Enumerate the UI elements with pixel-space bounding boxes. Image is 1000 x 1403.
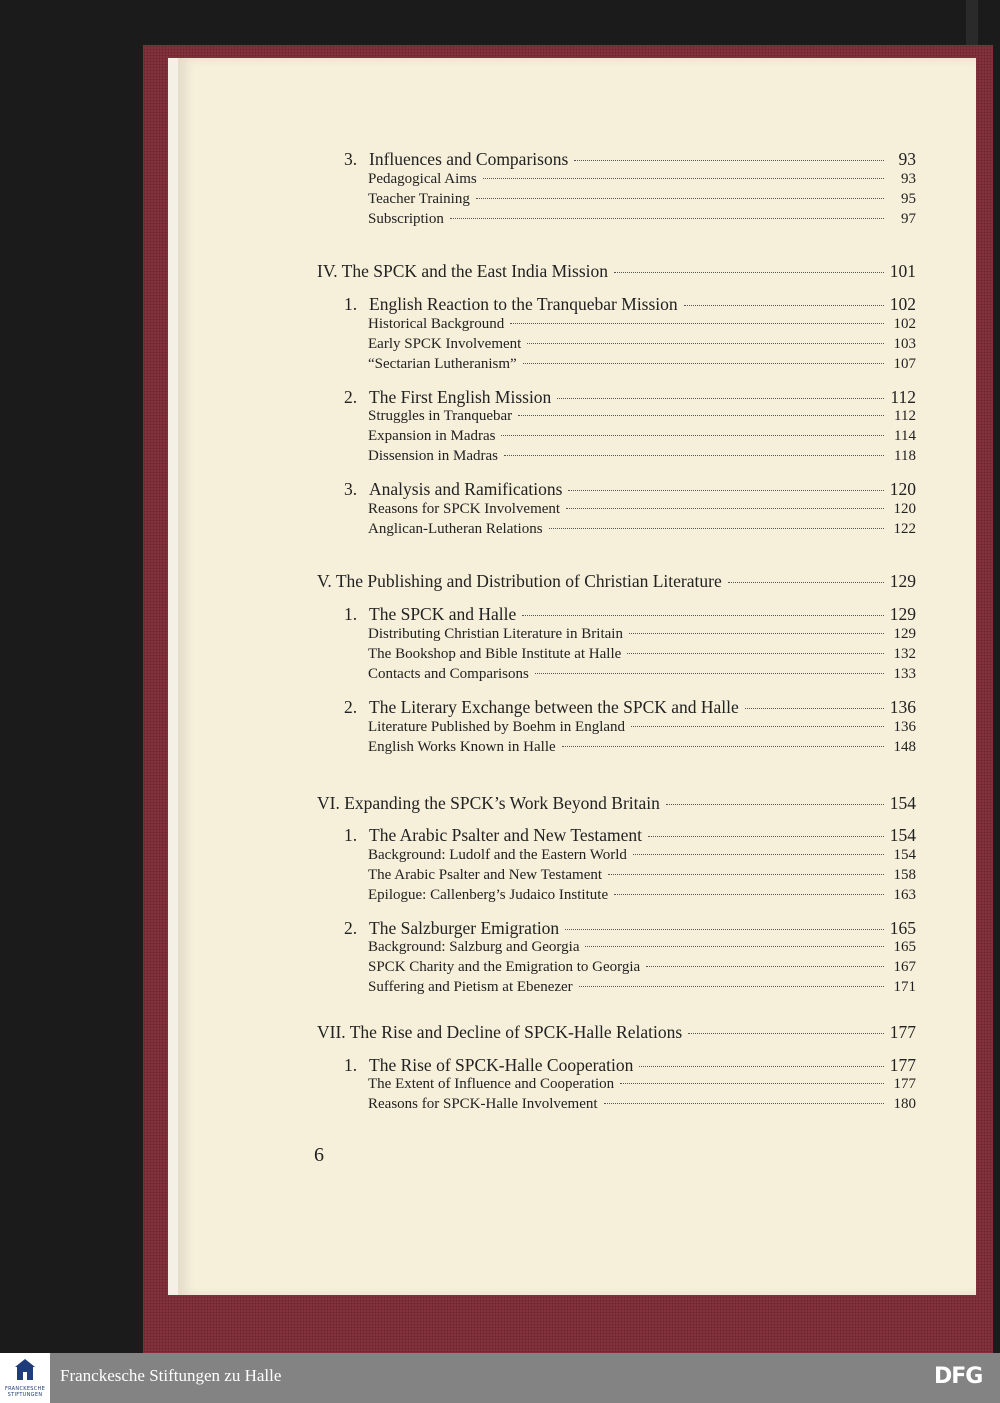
dot-leader xyxy=(646,966,884,967)
toc-sub-entry xyxy=(368,171,916,188)
toc-entry-page: 158 xyxy=(893,867,916,883)
toc-sub-entry xyxy=(368,356,916,373)
toc-entry-title: Subscription xyxy=(368,211,444,227)
dot-leader xyxy=(620,1083,884,1084)
toc-entry-title: Dissension in Madras xyxy=(368,448,498,464)
toc-entry-title: Reasons for SPCK-Halle Involvement xyxy=(368,1096,598,1112)
dot-leader xyxy=(614,272,884,273)
dot-leader xyxy=(483,178,884,179)
dot-leader xyxy=(549,528,884,529)
toc-entry-page: 120 xyxy=(889,479,916,499)
dot-leader xyxy=(629,633,884,634)
toc-entry-page: 154 xyxy=(893,847,916,863)
toc-sub-entry xyxy=(368,666,916,683)
dot-leader xyxy=(745,708,884,709)
toc-entry-page: 129 xyxy=(893,626,916,642)
toc-sub-entry xyxy=(368,501,916,518)
dot-leader xyxy=(566,508,884,509)
dot-leader xyxy=(568,490,883,491)
toc-entry-title: VII. The Rise and Decline of SPCK-Halle Relations xyxy=(317,1022,683,1042)
dot-leader xyxy=(527,343,884,344)
toc-entry-title: “Sectarian Lutheranism” xyxy=(368,356,517,372)
dot-leader xyxy=(579,986,884,987)
dot-leader xyxy=(476,198,884,199)
toc-sub-entry xyxy=(368,887,916,904)
toc-entry-title: Contacts and Comparisons xyxy=(368,666,529,682)
toc-entry-page: 167 xyxy=(893,959,916,975)
toc-entry-title: Suffering and Pietism at Ebenezer xyxy=(368,979,573,995)
toc-entry-title: IV. The SPCK and the East India Mission xyxy=(317,261,609,281)
book-page xyxy=(178,58,976,1295)
toc-entry-page: 129 xyxy=(889,604,916,624)
toc-section-entry xyxy=(344,918,916,939)
toc-entry-page: 122 xyxy=(893,521,916,537)
toc-entry-page: 112 xyxy=(890,387,916,407)
toc-entry-page: 93 xyxy=(901,171,916,187)
dot-leader xyxy=(522,615,883,616)
toc-sub-entry xyxy=(368,521,916,538)
toc-entry-number: 2. xyxy=(344,387,358,407)
toc-entry-number: 3. xyxy=(344,149,358,169)
toc-entry-title: V. The Publishing and Distribution of Christian Literature xyxy=(317,571,722,591)
dot-leader xyxy=(666,804,884,805)
toc-sub-entry xyxy=(368,1076,916,1093)
dot-leader xyxy=(574,160,884,161)
dot-leader xyxy=(510,323,884,324)
toc-entry-page: 177 xyxy=(893,1076,916,1092)
toc-entry-page: 114 xyxy=(894,428,916,444)
toc-entry-page: 97 xyxy=(901,211,916,227)
toc-sub-entry xyxy=(368,316,916,333)
toc-entry-page: 93 xyxy=(898,149,916,169)
toc-sub-entry xyxy=(368,939,916,956)
toc-entry-number: 1. xyxy=(344,294,358,314)
toc-entry-title: Reasons for SPCK Involvement xyxy=(368,501,561,517)
dot-leader xyxy=(684,305,884,306)
dot-leader xyxy=(648,836,884,837)
toc-entry-title: Background: Salzburg and Georgia xyxy=(368,939,580,955)
toc-entry-page: 102 xyxy=(889,294,916,314)
toc-section-entry xyxy=(344,294,916,315)
toc-entry-page: 120 xyxy=(893,501,916,517)
dot-leader xyxy=(518,415,884,416)
toc-chapter-entry xyxy=(317,571,916,592)
toc-entry-title: Pedagogical Aims xyxy=(368,171,477,187)
toc-sub-entry xyxy=(368,867,916,884)
dot-leader xyxy=(562,746,884,747)
toc-entry-title: Analysis and Ramifications xyxy=(369,479,563,499)
toc-entry-title: The Rise of SPCK-Halle Cooperation xyxy=(369,1055,634,1075)
toc-entry-page: 132 xyxy=(893,646,916,662)
toc-entry-page: 154 xyxy=(889,793,916,813)
toc-sub-entry xyxy=(368,428,916,445)
toc-section-entry xyxy=(344,149,916,170)
toc-entry-number: 3. xyxy=(344,479,358,499)
toc-entry-page: 154 xyxy=(889,825,916,845)
toc-entry-title: Epilogue: Callenberg’s Judaico Institute xyxy=(368,887,609,903)
toc-chapter-entry xyxy=(317,261,916,282)
dot-leader xyxy=(604,1103,884,1104)
toc-entry-title: The Salzburger Emigration xyxy=(369,918,560,938)
toc-entry-page: 165 xyxy=(893,939,916,955)
toc-entry-page: 180 xyxy=(893,1096,916,1112)
toc-sub-entry xyxy=(368,959,916,976)
toc-entry-title: The Arabic Psalter and New Testament xyxy=(368,867,603,883)
toc-entry-number: 2. xyxy=(344,697,358,717)
toc-entry-page: 133 xyxy=(893,666,916,682)
institution-logo xyxy=(0,1353,50,1403)
toc-entry-title: The SPCK and Halle xyxy=(369,604,517,624)
toc-entry-page: 103 xyxy=(893,336,916,352)
toc-entry-number: 2. xyxy=(344,918,358,938)
toc-section-entry xyxy=(344,825,916,846)
toc-entry-page: 102 xyxy=(893,316,916,332)
toc-sub-entry xyxy=(368,1096,916,1113)
dot-leader xyxy=(501,435,884,436)
orphanage-building-icon xyxy=(14,1358,36,1382)
toc-entry-title: Literature Published by Boehm in England xyxy=(368,719,626,735)
dot-leader xyxy=(535,673,884,674)
toc-entry-page: 107 xyxy=(893,356,916,372)
dot-leader xyxy=(627,653,884,654)
toc-entry-title: Anglican-Lutheran Relations xyxy=(368,521,543,537)
toc-entry-title: English Reaction to the Tranquebar Mission xyxy=(369,294,678,314)
toc-entry-title: Teacher Training xyxy=(368,191,470,207)
toc-sub-entry xyxy=(368,847,916,864)
toc-entry-title: Distributing Christian Literature in Britain xyxy=(368,626,623,642)
toc-entry-title: The Arabic Psalter and New Testament xyxy=(369,825,643,845)
toc-entry-page: 136 xyxy=(893,719,916,735)
dfg-logo: DFG xyxy=(934,1364,983,1389)
toc-entry-page: 118 xyxy=(894,448,916,464)
dot-leader xyxy=(504,455,884,456)
toc-entry-page: 136 xyxy=(889,697,916,717)
toc-entry-title: Expansion in Madras xyxy=(368,428,496,444)
toc-section-entry xyxy=(344,479,916,500)
toc-entry-title: Historical Background xyxy=(368,316,505,332)
table-of-contents xyxy=(178,58,976,1295)
toc-chapter-entry xyxy=(317,793,916,814)
toc-sub-entry xyxy=(368,211,916,228)
toc-entry-page: 112 xyxy=(894,408,916,424)
toc-section-entry xyxy=(344,387,916,408)
toc-sub-entry xyxy=(368,739,916,756)
toc-entry-title: Background: Ludolf and the Eastern World xyxy=(368,847,627,863)
institution-name: Franckesche Stiftungen zu Halle xyxy=(60,1366,282,1385)
toc-entry-page: 148 xyxy=(893,739,916,755)
toc-entry-page: 129 xyxy=(889,571,916,591)
toc-entry-title: The Bookshop and Bible Institute at Halle xyxy=(368,646,622,662)
dot-leader xyxy=(639,1066,883,1067)
toc-entry-number: 1. xyxy=(344,825,358,845)
toc-entry-title: Influences and Comparisons xyxy=(369,149,569,169)
toc-entry-page: 95 xyxy=(901,191,916,207)
toc-section-entry xyxy=(344,1055,916,1076)
toc-entry-title: The Extent of Influence and Cooperation xyxy=(368,1076,615,1092)
toc-sub-entry xyxy=(368,448,916,465)
dot-leader xyxy=(523,363,884,364)
toc-sub-entry xyxy=(368,646,916,663)
toc-chapter-entry xyxy=(317,1022,916,1043)
toc-entry-page: 163 xyxy=(893,887,916,903)
toc-section-entry xyxy=(344,604,916,625)
toc-entry-title: VI. Expanding the SPCK’s Work Beyond Britain xyxy=(317,793,660,813)
dot-leader xyxy=(631,726,884,727)
toc-section-entry xyxy=(344,697,916,718)
dot-leader xyxy=(608,874,884,875)
toc-entry-title: Early SPCK Involvement xyxy=(368,336,522,352)
page-number: 6 xyxy=(314,1144,324,1166)
toc-entry-number: 1. xyxy=(344,604,358,624)
toc-entry-page: 177 xyxy=(889,1055,916,1075)
dot-leader xyxy=(585,946,884,947)
toc-sub-entry xyxy=(368,719,916,736)
toc-entry-title: English Works Known in Halle xyxy=(368,739,556,755)
dot-leader xyxy=(688,1033,884,1034)
toc-entry-page: 165 xyxy=(889,918,916,938)
toc-entry-page: 171 xyxy=(893,979,916,995)
toc-entry-page: 101 xyxy=(889,261,916,281)
toc-sub-entry xyxy=(368,336,916,353)
toc-sub-entry xyxy=(368,191,916,208)
dot-leader xyxy=(614,894,884,895)
toc-entry-number: 1. xyxy=(344,1055,358,1075)
toc-sub-entry xyxy=(368,626,916,643)
dot-leader xyxy=(557,398,884,399)
dot-leader xyxy=(450,218,884,219)
toc-entry-title: SPCK Charity and the Emigration to Georgia xyxy=(368,959,641,975)
dot-leader xyxy=(633,854,884,855)
toc-entry-title: The First English Mission xyxy=(369,387,552,407)
toc-entry-title: The Literary Exchange between the SPCK and Halle xyxy=(369,697,739,717)
logo-text: FRANCKESCHE STIFTUNGEN xyxy=(4,1386,46,1398)
dot-leader xyxy=(565,929,884,930)
dot-leader xyxy=(728,582,884,583)
toc-sub-entry xyxy=(368,979,916,996)
toc-entry-page: 177 xyxy=(889,1022,916,1042)
toc-entry-title: Struggles in Tranquebar xyxy=(368,408,513,424)
toc-sub-entry xyxy=(368,408,916,425)
